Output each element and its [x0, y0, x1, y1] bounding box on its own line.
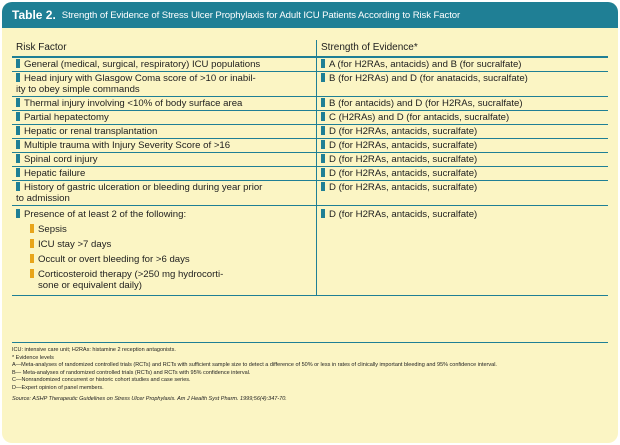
risk-factor-line: [16, 193, 316, 204]
bullet-marker: [16, 112, 20, 121]
evidence-text: D (for H2RAs, antacids, sucralfate): [329, 209, 478, 220]
evidence-level-b: B— Meta-analyses of randomized controlled trials (RCTs) and RCTs with 95% confidence interval.: [12, 369, 251, 376]
bullet-marker: [321, 59, 325, 68]
bullet-marker: [16, 59, 20, 68]
table-row: [12, 72, 608, 97]
column-header-strength-of-evidence: Strength of Evidence*: [317, 40, 609, 57]
table-row-composite: [12, 206, 608, 296]
evidence-cell: [317, 97, 609, 111]
evidence-text: D (for H2RAs, antacids, sucralfate): [329, 182, 478, 193]
evidence-level-d: D—Expert opinion of panel members.: [12, 384, 104, 391]
risk-factor-text: Head injury with Glasgow Coma score of >10 or inabil-: [24, 73, 256, 84]
risk-factor-text: Hepatic failure: [24, 168, 86, 179]
risk-factor-cell: [12, 125, 317, 139]
table-row: [12, 153, 608, 167]
evidence-text: B (for H2RAs) and D (for anatacids, sucralfate): [329, 73, 528, 84]
evidence-text: A (for H2RAs, antacids) and B (for sucralfate): [329, 59, 522, 70]
evidence-cell: [317, 125, 609, 139]
bullet-marker: [321, 98, 325, 107]
risk-factor-cell: [12, 167, 317, 181]
bullet-marker: [16, 209, 20, 218]
evidence-cell: [317, 57, 609, 72]
sub-bullet-marker: [30, 269, 34, 278]
bullet-marker: [321, 112, 325, 121]
risk-factor-text: Spinal cord injury: [24, 154, 98, 165]
risk-factor-line: [16, 112, 316, 123]
evidence-cell: [317, 153, 609, 167]
risk-factor-line: [16, 209, 316, 220]
risk-factor-text: Hepatic or renal transplantation: [24, 126, 158, 137]
table-title: Strength of Evidence of Stress Ulcer Prophylaxis for Adult ICU Patients According to Risk Factor: [61, 9, 461, 21]
risk-factor-cell: [12, 72, 317, 97]
table-row: [12, 97, 608, 111]
bullet-marker: [16, 98, 20, 107]
evidence-cell: [317, 72, 609, 97]
table-bottom-rule: [12, 342, 608, 343]
risk-factor-line: [16, 98, 316, 109]
evidence-level-c: C—Nonrandomized concurrent or historic cohort studies and case series.: [12, 377, 191, 384]
sub-criterion-line: [16, 239, 316, 250]
bullet-marker: [321, 154, 325, 163]
risk-factor-text: ity to obey simple commands: [16, 84, 140, 95]
evidence-text: D (for H2RAs, antacids, sucralfate): [329, 140, 478, 151]
bullet-marker: [16, 73, 20, 82]
risk-factor-line: [16, 73, 316, 84]
abbreviations-note: ICU: intensive care unit; H2RAs: histamine 2 reception antagonists.: [12, 347, 176, 353]
evidence-cell: [317, 167, 609, 181]
table-row: [12, 57, 608, 72]
risk-factor-line: [16, 140, 316, 151]
evidence-levels-heading: * Evidence levels: [12, 354, 54, 361]
risk-factor-text: to admission: [16, 193, 70, 204]
bullet-marker: [321, 126, 325, 135]
evidence-text: C (H2RAs) and D (for antacids, sucralfate): [329, 112, 510, 123]
sub-criterion-text: sone or equivalent daily): [38, 280, 142, 291]
sub-criterion-line: [16, 269, 316, 280]
bullet-marker: [16, 154, 20, 163]
sub-criterion-text: Occult or overt bleeding for >6 days: [38, 254, 190, 265]
sub-criterion-text: Sepsis: [38, 224, 67, 235]
footnotes: [12, 347, 610, 403]
bullet-marker: [16, 168, 20, 177]
bullet-marker: [16, 140, 20, 149]
table-row: [12, 181, 608, 206]
risk-factor-text: History of gastric ulceration or bleeding during year prior: [24, 182, 263, 193]
bullet-marker: [321, 73, 325, 82]
risk-factor-line: [16, 84, 316, 95]
evidence-cell: [317, 139, 609, 153]
risk-factor-text: Presence of at least 2 of the following:: [24, 209, 187, 220]
risk-factor-cell: [12, 181, 317, 206]
table-row: [12, 167, 608, 181]
evidence-cell: [317, 206, 609, 296]
sub-criterion-line: [16, 224, 316, 235]
evidence-cell: [317, 181, 609, 206]
table-card: [2, 2, 618, 443]
sub-criterion-line: [16, 254, 316, 265]
bullet-marker: [321, 140, 325, 149]
risk-factor-cell: [12, 153, 317, 167]
bullet-marker: [321, 182, 325, 191]
risk-factor-text: General (medical, surgical, respiratory) ICU populations: [24, 59, 261, 70]
risk-factor-line: [16, 59, 316, 70]
bullet-marker: [321, 168, 325, 177]
evidence-table: [12, 40, 608, 296]
risk-factor-line: [16, 154, 316, 165]
evidence-text: D (for H2RAs, antacids, sucralfate): [329, 154, 478, 165]
risk-factor-text: Multiple trauma with Injury Severity Score of >16: [24, 140, 231, 151]
evidence-text: B (for antacids) and D (for H2RAs, sucralfate): [329, 98, 523, 109]
bullet-marker: [16, 182, 20, 191]
header-row: [12, 40, 608, 57]
sub-bullet-marker: [30, 224, 34, 233]
table-row: [12, 139, 608, 153]
bullet-marker: [16, 126, 20, 135]
source-citation: Source: ASHP Therapeutic Guidelines on Stress Ulcer Prophylaxis. Am J Health Syst Pharm. 1999;56(4):347-70.: [12, 395, 287, 402]
risk-factor-line: [16, 168, 316, 179]
title-bar: [2, 2, 618, 28]
evidence-level-a: A—Meta-analyses of randomized controlled trials (RCTs) and RCTs with sufficient sample size to detect a difference of 50% or less in rates of clinically important bleeding and 95% confidence interval.: [12, 362, 497, 369]
risk-factor-cell: [12, 111, 317, 125]
risk-factor-line: [16, 182, 316, 193]
evidence-text: D (for H2RAs, antacids, sucralfate): [329, 126, 478, 137]
table-row: [12, 111, 608, 125]
risk-factor-cell: [12, 139, 317, 153]
table-row: [12, 125, 608, 139]
risk-factor-line: [16, 126, 316, 137]
evidence-text: D (for H2RAs, antacids, sucralfate): [329, 168, 478, 179]
evidence-cell: [317, 111, 609, 125]
sub-bullet-marker: [30, 254, 34, 263]
risk-factor-text: Thermal injury involving <10% of body surface area: [24, 98, 243, 109]
column-header-risk-factor: Risk Factor: [12, 40, 317, 57]
sub-criterion-line: [16, 280, 316, 291]
table-label: Table 2.: [12, 8, 56, 22]
risk-factor-cell: [12, 57, 317, 72]
risk-factor-cell: [12, 97, 317, 111]
bullet-marker: [321, 209, 325, 218]
sub-criterion-text: Corticosteroid therapy (>250 mg hydrocorti-: [38, 269, 224, 280]
sub-criterion-text: ICU stay >7 days: [38, 239, 112, 250]
risk-factor-text: Partial hepatectomy: [24, 112, 109, 123]
risk-factor-cell: [12, 206, 317, 296]
sub-bullet-marker: [30, 239, 34, 248]
